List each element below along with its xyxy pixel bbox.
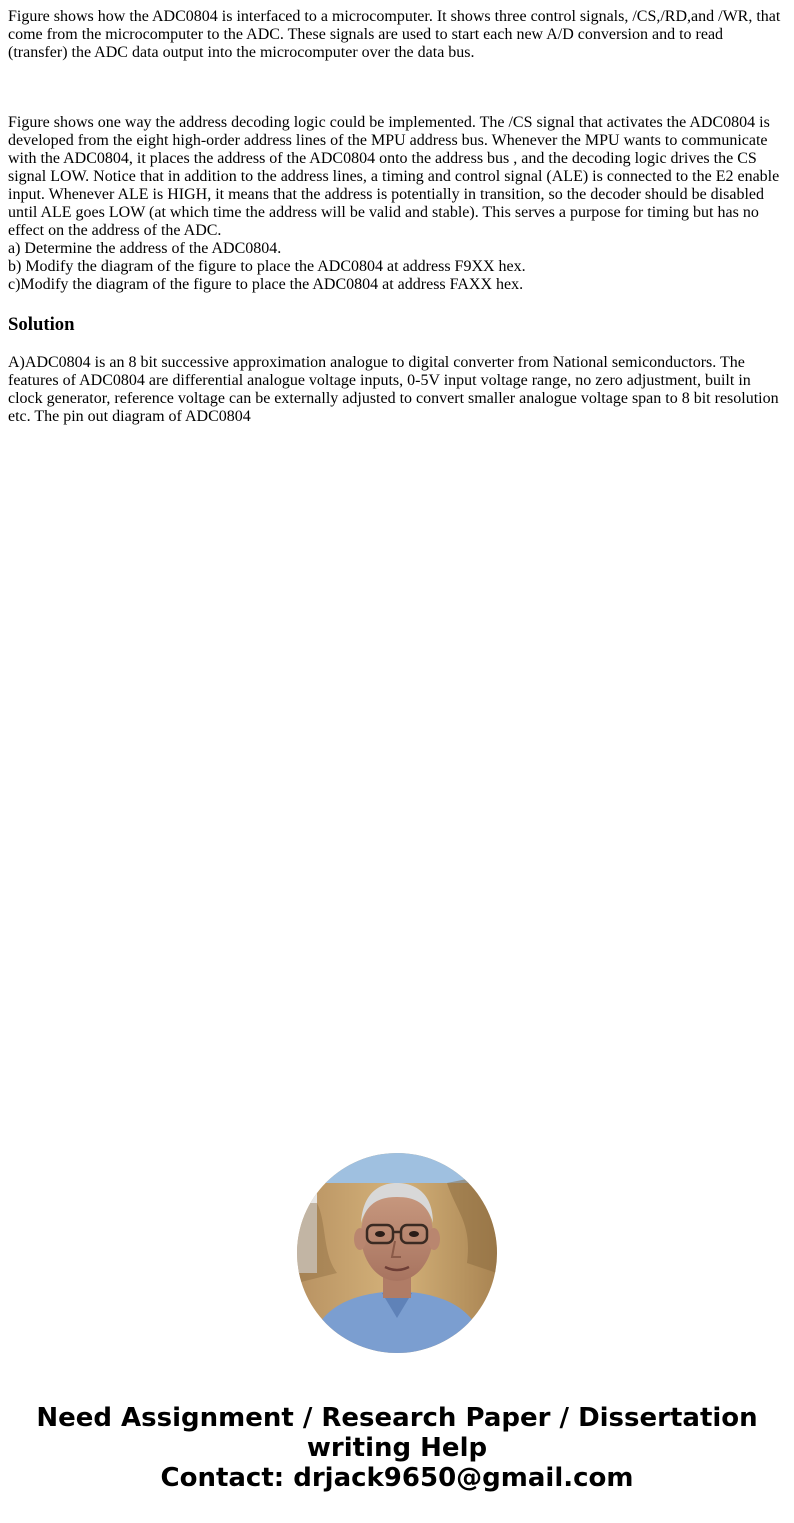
author-portrait-image <box>297 1153 497 1353</box>
intro-paragraph: Figure shows how the ADC0804 is interfaced to a microcomputer. It shows three control signals, /CS,/RD,and /WR, that come from the microcomputer to the ADC. These signals are used to start each new A/D conversion and to read (transfer) the ADC data output into the microcomputer over the data bus. <box>8 8 781 61</box>
promo-line-2: writing Help <box>306 1433 488 1463</box>
figure-gap <box>8 62 786 114</box>
decoding-text: Figure shows one way the address decoding logic could be implemented. The /CS signal that activates the ADC0804 is developed from the eight high-order address lines of the MPU address bus. Whenever the MPU wants to communicate with the ADC0804, it places the address of the ADC0804 onto the address bus , and the decoding logic drives the CS signal LOW. Notice that in addition to the address lines, a timing and control signal (ALE) is connected to the E2 enable input. Whenever ALE is HIGH, it means that the address is potentially in transition, so the decoder should be disabled until ALE goes LOW (at which time the address will be valid and stable). This serves a purpose for timing but has no effect on the address of the ADC. <box>8 114 780 239</box>
question-c: c)Modify the diagram of the figure to place the ADC0804 at address FAXX hex. <box>8 276 524 293</box>
solution-heading: Solution <box>8 314 75 335</box>
solution-paragraph: A)ADC0804 is an 8 bit successive approximation analogue to digital converter from National semiconductors. The features of ADC0804 are differential analogue voltage inputs, 0-5V input voltage range, no zero adjustment, built in clock generator, reference voltage can be externally adjusted to convert smaller analogue voltage span to 8 bit resolution etc. The pin out diagram of ADC0804 <box>8 354 779 425</box>
decoding-paragraph <box>8 114 786 294</box>
promo-banner <box>0 1403 794 1493</box>
promo-line-1: Need Assignment / Research Paper / Dissertation <box>36 1403 758 1433</box>
question-a: a) Determine the address of the ADC0804. <box>8 240 282 257</box>
question-b: b) Modify the diagram of the figure to place the ADC0804 at address F9XX hex. <box>8 258 526 275</box>
promo-contact: Contact: drjack9650@gmail.com <box>160 1463 634 1493</box>
author-avatar <box>297 1153 497 1353</box>
document-body <box>8 8 786 426</box>
